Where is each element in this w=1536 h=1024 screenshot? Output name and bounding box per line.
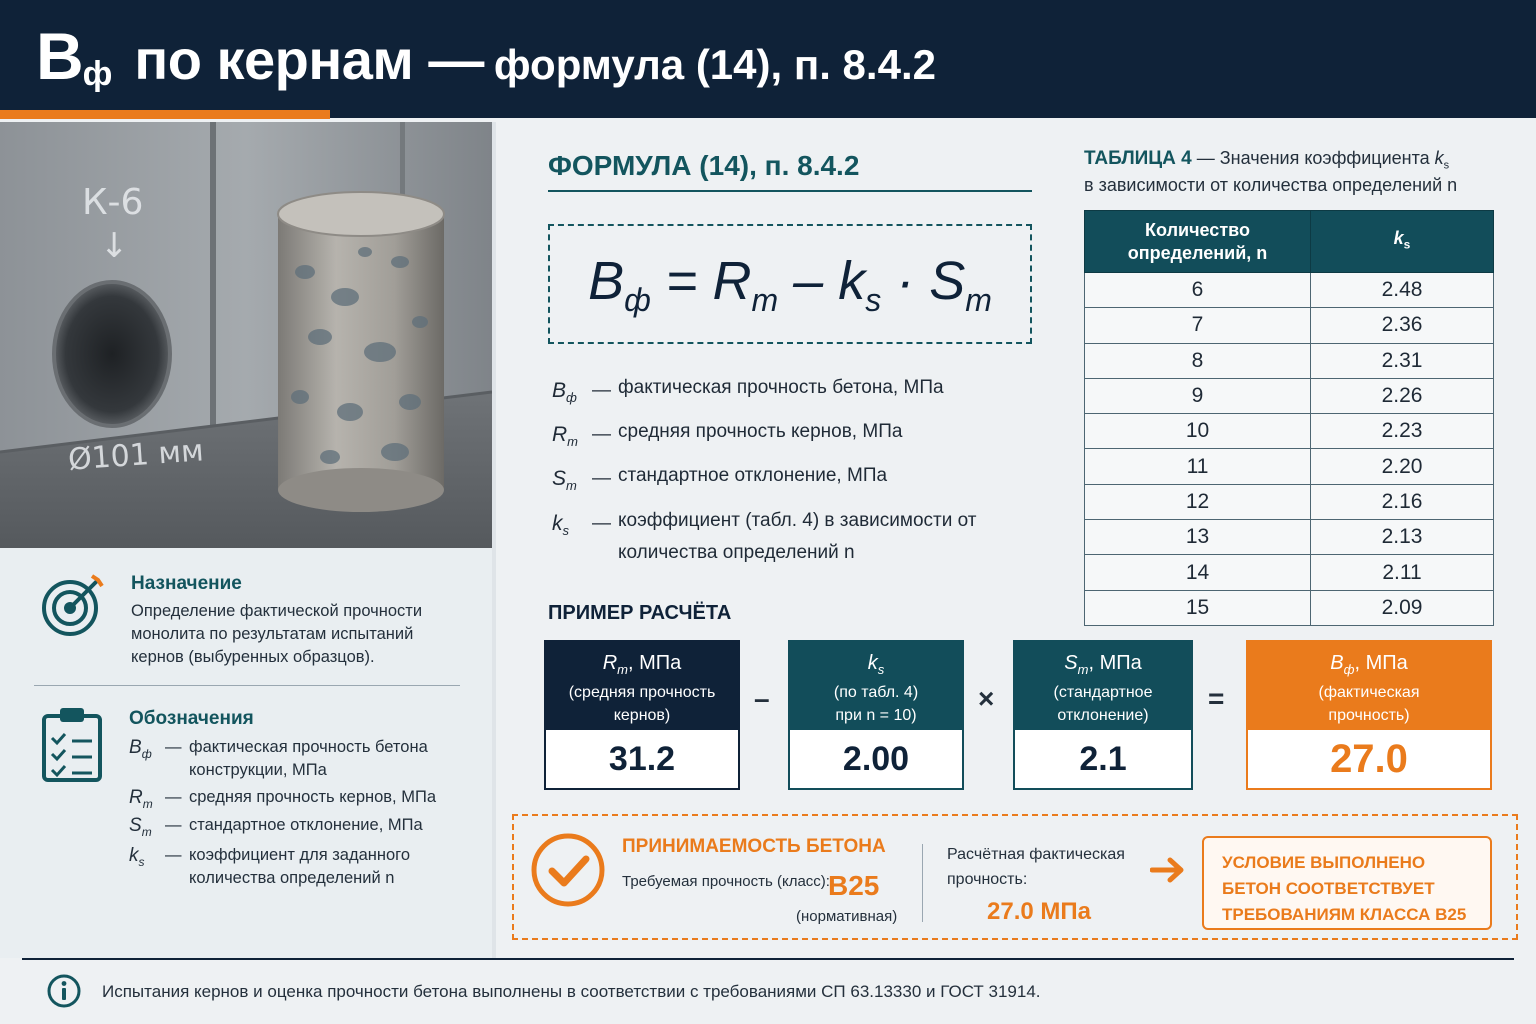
acceptance-divider — [922, 844, 923, 922]
col-header-n: Количество определений, n — [1085, 211, 1311, 273]
purpose-title: Назначение — [131, 573, 242, 594]
header-accent-bar — [0, 110, 330, 119]
table-header-row — [1085, 211, 1494, 273]
table-row: 9 2.26 — [1085, 378, 1494, 413]
arrow-right-icon — [1150, 856, 1186, 884]
formula-heading-underline — [548, 190, 1032, 192]
core-sample-illustration — [0, 122, 492, 548]
table-row: 11 2.20 — [1085, 449, 1494, 484]
purpose-text: Определение фактической прочности монолита по результатам испытаний кернов (выбуренных образцов). — [131, 602, 423, 666]
core-arrow: ↓ — [100, 226, 129, 266]
clipboard-icon — [40, 706, 104, 784]
formula-box — [548, 224, 1032, 344]
calculated-strength-value: 27.0 МПа — [987, 898, 1091, 925]
target-icon — [40, 572, 106, 638]
example-card-bf: $B_ф$, МПа (фактическая прочность) 27.0 — [1246, 640, 1492, 790]
info-icon — [46, 973, 82, 1009]
example-value-sm: 2.1 — [1079, 739, 1127, 778]
required-class-value: B25 — [828, 870, 880, 901]
table-caption: ТАБЛИЦА 4 — Значения коэффициента $k_s$ — [1084, 148, 1450, 172]
header-bar — [0, 0, 1536, 118]
notation-item-sm: $S_m$ — стандартное отклонение, МПа — [129, 815, 423, 839]
operator-times: × — [978, 683, 995, 714]
formula-expression: $B_ф = R_m - k_s \cdot S_m$ — [588, 250, 992, 318]
example-card-sm: $S_m$, МПа (стандартное отклонение) 2.1 — [1013, 640, 1193, 790]
notation-item-bf: $B_ф$ — фактическая прочность бетона конструкции, МПа — [129, 737, 428, 779]
example-card-rm: $R_m$, МПа (средняя прочность кернов) 31.2 — [544, 640, 740, 790]
table-row: 15 2.09 — [1085, 590, 1494, 625]
example-heading: ПРИМЕР РАСЧЁТА — [548, 602, 732, 624]
notation-item-rm: $R_m$ — средняя прочность кернов, МПа — [129, 787, 436, 811]
definition-bf: $B_ф$ — фактическая прочность бетона, МПа — [552, 377, 944, 406]
operator-minus: – — [754, 683, 770, 714]
table-row: 14 2.11 — [1085, 555, 1494, 590]
title-subscript: ф — [82, 55, 113, 93]
table-row: 7 2.36 — [1085, 308, 1494, 343]
example-value-ks: 2.00 — [842, 739, 910, 778]
diameter-label: Ø101 мм — [66, 433, 205, 478]
footer-note: Испытания кернов и оценка прочности бетона выполнены в соответствии с требованиями СП 63.13330 и ГОСТ 31914. — [102, 982, 1041, 1001]
table-row: 8 2.31 — [1085, 343, 1494, 378]
definition-ks: $k_s$ — коэффициент (табл. 4) в зависимости от количества определений n — [552, 509, 977, 563]
table-row: 10 2.23 — [1085, 414, 1494, 449]
example-card-ks: $k_s$ (по табл. 4) при n = 10) 2.00 — [788, 640, 964, 790]
page-title — [36, 18, 936, 94]
col-header-ks: $k_s$ — [1311, 211, 1494, 273]
column-separator — [492, 122, 496, 958]
footer-divider — [22, 958, 1514, 960]
panel-divider — [34, 685, 460, 686]
checkmark-icon — [530, 832, 606, 908]
ks-table — [1084, 210, 1494, 626]
required-class-note: (нормативная) — [796, 908, 898, 925]
definition-rm: $R_m$ — средняя прочность кернов, МПа — [552, 421, 903, 450]
table-row: 6 2.48 — [1085, 273, 1494, 308]
calculated-strength-label: Расчётная фактическая прочность: — [947, 846, 1125, 888]
title-formula-ref: формула (14), п. 8.4.2 — [493, 41, 936, 88]
example-value-rm: 31.2 — [608, 739, 676, 778]
core-sample-photo — [0, 122, 492, 548]
acceptance-title: ПРИНИМАЕМОСТЬ БЕТОНА — [622, 836, 886, 857]
table-row: 13 2.13 — [1085, 520, 1494, 555]
notation-title: Обозначения — [129, 708, 254, 729]
required-strength-label: Требуемая прочность (класс): — [622, 873, 830, 890]
title-symbol: B — [36, 19, 83, 93]
operator-equals: = — [1208, 683, 1225, 714]
formula-definitions — [552, 372, 988, 569]
example-value-bf: 27.0 — [1330, 736, 1408, 781]
definition-sm: $S_m$ — стандартное отклонение, МПа — [552, 465, 888, 494]
acceptance-result: УСЛОВИЕ ВЫПОЛНЕНО БЕТОН СООТВЕТСТВУЕТ ТРЕБОВАНИЯМ КЛАССА B25 — [1202, 836, 1492, 930]
table-row: 12 2.16 — [1085, 484, 1494, 519]
core-label: К-6 — [82, 182, 144, 223]
notation-item-ks: $k_s$ — коэффициент для заданного количества определений n — [129, 845, 411, 887]
title-main: по кернам — — [134, 28, 484, 91]
table-caption-line2: в зависимости от количества определений n — [1084, 175, 1458, 195]
formula-heading: ФОРМУЛА (14), п. 8.4.2 — [548, 150, 860, 181]
